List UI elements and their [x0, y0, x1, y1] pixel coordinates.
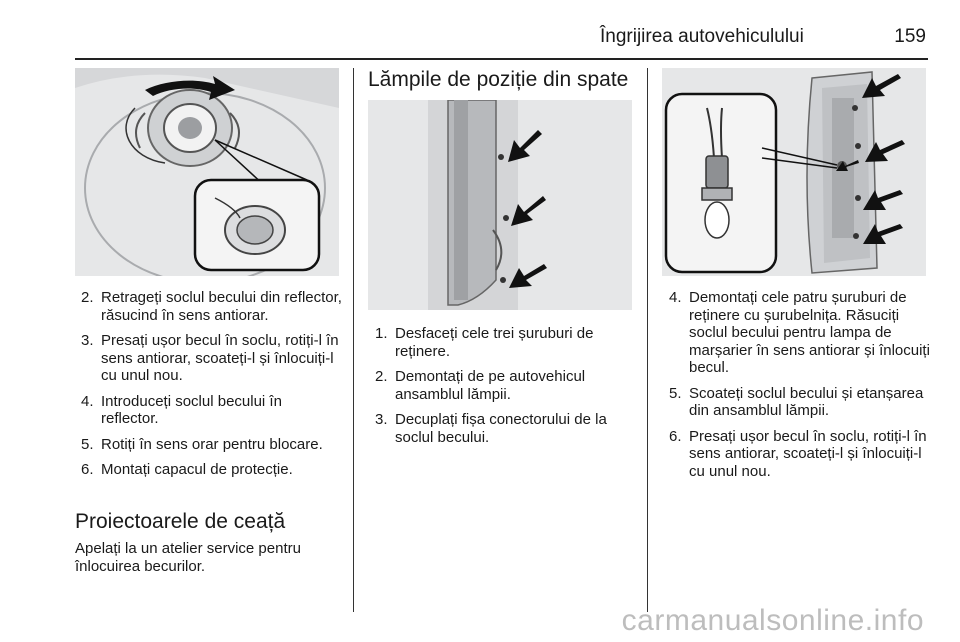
fog-lights-heading: Proiectoarele de ceață	[75, 510, 286, 533]
lamp-assembly-illustration	[662, 68, 926, 276]
list-item: 1. Desfaceți cele trei șuruburi de reținere.	[375, 325, 594, 360]
list-item: 2. Retrageți soclul becului din reflector, răsucind în sens antiorar.	[81, 289, 342, 324]
list-item: 4. Demontați cele patru șuruburi de reținere cu șurubelnița. Răsuciți soclul becului pentru lampa de marșarier în sens antiorar și înlocuiți becul.	[669, 289, 930, 376]
removal-steps-list	[81, 289, 343, 487]
list-item: 2. Demontați de pe autovehicul ansamblul lămpii.	[375, 368, 586, 403]
fog-lights-body: Apelați la un atelier service pentru înlocuirea becurilor.	[75, 540, 301, 575]
column-divider-1	[353, 68, 354, 612]
header-rule	[75, 58, 928, 60]
figure-bulb-socket	[75, 68, 339, 276]
tail-lamp-illustration	[368, 100, 632, 310]
figure-tail-lamp-screws	[368, 100, 632, 310]
list-item: 6. Montați capacul de protecție.	[81, 461, 293, 478]
list-item: 3. Presați ușor becul în soclu, rotiți-l în sens antiorar, scoateți-l și înlocuiți-l cu unul nou.	[81, 332, 339, 384]
list-item: 4. Introduceți soclul becului în reflector.	[81, 392, 282, 427]
running-header-title: Îngrijirea autovehiculului	[600, 26, 804, 47]
tail-lamp-steps-list	[375, 325, 637, 454]
column-divider-2	[647, 68, 648, 612]
figure-lamp-assembly	[662, 68, 926, 276]
list-item: 5. Rotiți în sens orar pentru blocare.	[81, 435, 323, 453]
bulb-socket-illustration	[75, 68, 339, 276]
watermark: carmanualsonline.info	[621, 604, 924, 637]
list-item: 6. Presați ușor becul în soclu, rotiți-l în sens antiorar, scoateți-l și înlocuiți-l cu unul nou.	[669, 427, 927, 480]
list-item: 5. Scoateți soclul becului și etanșarea din ansamblul lămpii.	[669, 384, 924, 419]
page-number: 159	[894, 26, 926, 47]
rear-position-lamps-heading: Lămpile de poziție din spate	[368, 68, 629, 91]
list-item: 3. Decuplați fișa conectorului de la soclul becului.	[375, 411, 607, 446]
bulb-replacement-steps-list	[669, 289, 931, 488]
